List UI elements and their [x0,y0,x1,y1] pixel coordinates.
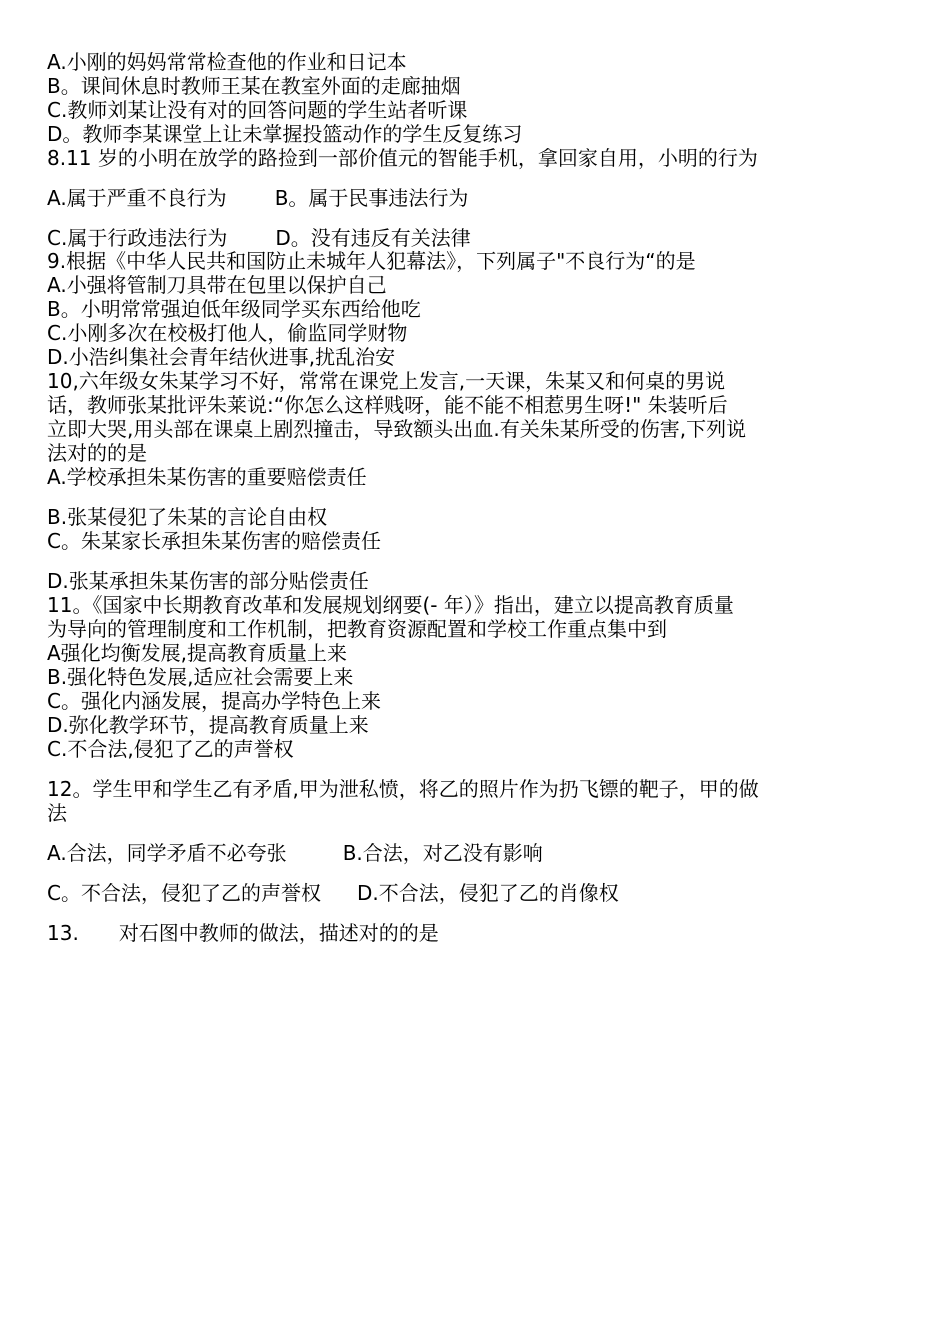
q11-stem-line-1: 11。《国家中长期教育改革和发展规划纲要(- 年）》指出，建立以提高教育质量 [47,593,734,617]
q12-options-row-2 [47,881,907,905]
q7-option-b: B。课间休息时教师王某在教室外面的走廊抽烟 [47,74,461,98]
q8-options-row-2 [47,226,907,250]
q9-option-d: D.小浩纠集社会青年结伙进事,扰乱治安 [47,345,396,369]
q12-option-d: D.不合法，侵犯了乙的肖像权 [356,881,619,905]
q9-option-b: B。小明常常强迫低年级同学买东西给他吃 [47,297,421,321]
q10-option-c: C。朱某家长承担朱某伤害的赔偿责任 [47,529,381,553]
q11-option-d: D.弥化教学环节，提高教育质量上来 [47,713,369,737]
q11-extra-line: C.不合法,侵犯了乙的声誉权 [47,737,294,761]
q10-option-b: B.张某侵犯了朱某的言论自由权 [47,505,328,529]
q8-option-a: A.属于严重不良行为 [47,186,227,210]
q13-number: 13. [47,921,79,945]
q7-option-a: A.小刚的妈妈常常检查他的作业和日记本 [47,50,407,74]
q12-option-a: A.合法，同学矛盾不必夸张 [47,841,287,865]
q11-option-c: C。强化内涵发展，提高办学特色上来 [47,689,381,713]
q8-options-row-1 [47,186,907,210]
q10-stem-line-3: 立即大哭,用头部在课桌上剧烈撞击，导致额头出血.有关朱某所受的伤害,下列说 [47,417,747,441]
q10-stem-line-4: 法对的的是 [47,441,147,465]
q9-option-c: C.小刚多次在校极打他人，偷监同学财物 [47,321,408,345]
q9-option-a: A.小强将管制刀具带在包里以保护自己 [47,273,387,297]
q12-stem-line-2: 法 [47,801,67,825]
q10-option-a: A.学校承担朱某伤害的重要赔偿责任 [47,465,367,489]
q12-stem-line-1: 12。学生甲和学生乙有矛盾,甲为泄私愤，将乙的照片作为扔飞镖的靶子，甲的做 [47,777,759,801]
q12-options-row-1 [47,841,907,865]
q10-option-d: D.张某承担朱某伤害的部分贴偿责任 [47,569,369,593]
q13-stem-text: 对石图中教师的做法，描述对的的是 [118,921,439,945]
q8-option-c: C.属于行政违法行为 [47,226,228,250]
q11-option-b: B.强化特色发展,适应社会需要上来 [47,665,354,689]
q8-stem: 8.11 岁的小明在放学的路捡到一部价值元的智能手机，拿回家自用，小明的行为 [47,146,758,170]
q13-stem [47,921,907,945]
q8-option-d: D。没有违反有关法律 [275,226,471,250]
q11-option-a: A强化均衡发展,提高教育质量上来 [47,641,348,665]
q7-option-c: C.教师刘某让没有对的回答问题的学生站者听课 [47,98,468,122]
q7-option-d: D。教师李某课堂上让未掌握投篮动作的学生反复练习 [47,122,523,146]
q9-stem: 9.根据《中华人民共和国防止未城年人犯幕法》，下列属子"不良行为“的是 [47,249,696,273]
q11-stem-line-2: 为导向的管理制度和工作机制，把教育资源配置和学校工作重点集中到 [47,617,667,641]
q10-stem-line-2: 话，教师张某批评朱莱说:“你怎么这样贱呀，能不能不相惹男生呀!" 朱装听后 [47,393,728,417]
q12-option-c: C。不合法，侵犯了乙的声誉权 [47,881,321,905]
q12-option-b: B.合法，对乙没有影响 [342,841,543,865]
q8-option-b: B。属于民事违法行为 [274,186,469,210]
q10-stem-line-1: 10,六年级女朱某学习不好，常常在课党上发言,一天课，朱某又和何桌的男说 [47,369,726,393]
